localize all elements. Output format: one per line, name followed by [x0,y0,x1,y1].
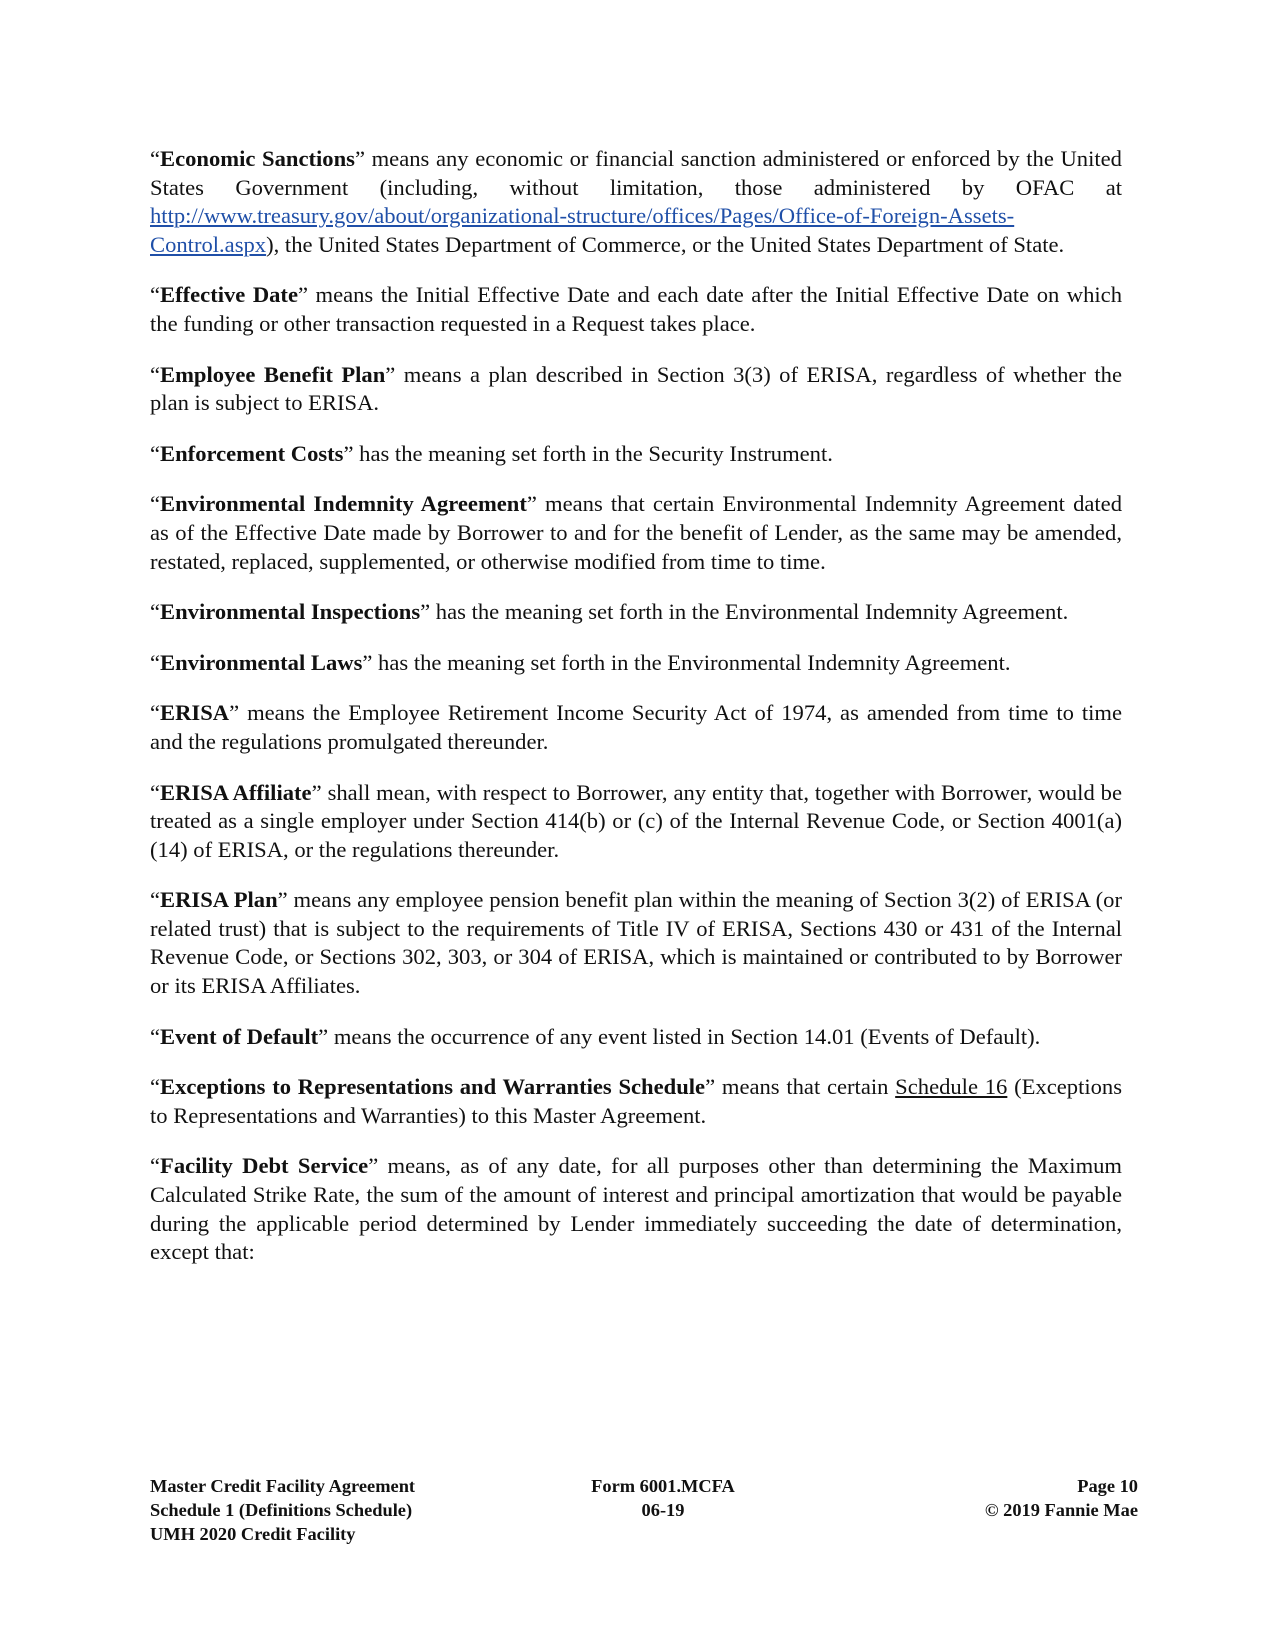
defined-term: Environmental Indemnity Agreement [160,491,527,517]
definition-erisa-plan: “ERISA Plan” means any employee pension benefit plan within the meaning of Section 3(2) of ERISA (or related trust) that is subject to the requirements of Title IV of ERISA, Sections 430 or 431 of the Internal Revenue Code, or Sections 302, 303, or 304 of ERISA, which is maintained or contributed to by Borrower or its ERISA Affiliates. [150,887,1122,999]
footer-center [572,1474,754,1522]
page-number: Page 10 [1077,1476,1138,1496]
defined-term: ERISA Plan [160,887,278,913]
definition-economic-sanctions: “Economic Sanctions” means any economic or financial sanction administered or enforced by the United States Government (including, without limitation, those administered by OFAC at http://www.treasury.gov/about/organizational-structure/offices/Pages/Office-of-Foreign-Assets-Control.aspx), the United States Department of Commerce, or the United States Department of State. [150,146,1122,257]
footer-facility-name: UMH 2020 Credit Facility [150,1524,356,1544]
defined-term: Event of Default [160,1023,319,1049]
definition-environmental-inspections: “Environmental Inspections” has the meaning set forth in the Environmental Indemnity Agreement. [150,599,1069,625]
document-body [150,145,1122,1289]
defined-term: ERISA Affiliate [160,779,312,805]
definition-effective-date: “Effective Date” means the Initial Effective Date and each date after the Initial Effective Date on which the funding or other transaction requested in a Request takes place. [150,282,1122,336]
defined-term: Employee Benefit Plan [160,361,386,387]
definition-exceptions-schedule: “Exceptions to Representations and Warranties Schedule” means that certain Schedule 16 (Exceptions to Representations and Warranties) to this Master Agreement. [150,1074,1123,1128]
definition-employee-benefit-plan: “Employee Benefit Plan” means a plan described in Section 3(3) of ERISA, regardless of whether the plan is subject to ERISA. [150,361,1122,416]
definition-erisa-affiliate: “ERISA Affiliate” shall mean, with respect to Borrower, any entity that, together with Borrower, would be treated as a single employer under Section 414(b) or (c) of the Internal Revenue Code, or Section 4001(a)(14) of ERISA, or the regulations thereunder. [150,779,1123,862]
definition-facility-debt-service: “Facility Debt Service” means, as of any date, for all purposes other than determining the Maximum Calculated Strike Rate, the sum of the amount of interest and principal amortization that would be payable during the applicable period determined by Lender immediately succeeding the date of determination, except that: [150,1153,1123,1265]
ofac-link[interactable]: http://www.treasury.gov/about/organizational-structure/offices/Pages/Office-of-Foreign-Assets-Control.aspx [150,203,1015,257]
footer-agreement-title: Master Credit Facility Agreement [150,1476,416,1496]
footer-right [985,1474,1138,1522]
defined-term: Enforcement Costs [160,440,344,466]
footer-copyright: © 2019 Fannie Mae [984,1500,1138,1520]
defined-term: Exceptions to Representations and Warranties Schedule [160,1074,706,1100]
footer-schedule-title: Schedule 1 (Definitions Schedule) [150,1500,413,1520]
definition-event-of-default: “Event of Default” means the occurrence of any event listed in Section 14.01 (Events of Default). [150,1023,1041,1049]
defined-term: Environmental Inspections [160,599,421,625]
footer-form-number: Form 6001.MCFA [591,1476,735,1496]
defined-term: Environmental Laws [160,649,363,675]
definition-erisa: “ERISA” means the Employee Retirement Income Security Act of 1974, as amended from time to time and the regulations promulgated thereunder. [150,700,1122,754]
footer-form-date: 06-19 [641,1500,685,1520]
schedule-reference: Schedule 16 [895,1074,1008,1100]
definition-environmental-laws: “Environmental Laws” has the meaning set forth in the Environmental Indemnity Agreement. [150,649,1011,675]
footer-left [150,1474,415,1546]
defined-term: Facility Debt Service [160,1153,369,1179]
defined-term: Economic Sanctions [160,146,355,171]
definition-enforcement-costs: “Enforcement Costs” has the meaning set forth in the Security Instrument. [150,440,833,466]
defined-term: ERISA [160,700,230,726]
defined-term: Effective Date [160,282,298,308]
definition-environmental-indemnity-agreement: “Environmental Indemnity Agreement” means that certain Environmental Indemnity Agreement dated as of the Effective Date made by Borrower to and for the benefit of Lender, as the same may be amended, restated, replaced, supplemented, or otherwise modified from time to time. [150,491,1122,574]
